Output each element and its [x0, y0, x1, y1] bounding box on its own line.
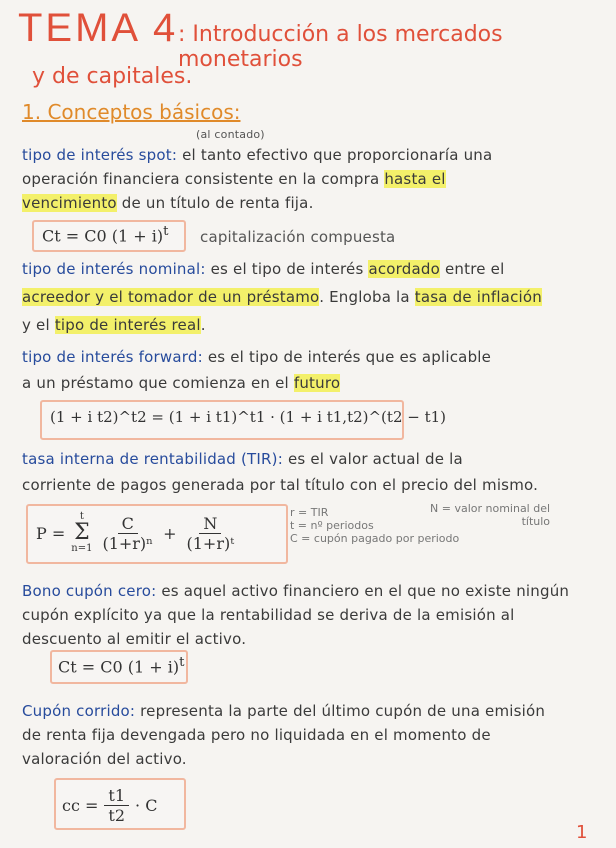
spot-formula-note: capitalización compuesta [200, 228, 396, 246]
spot-term: tipo de interés spot: [22, 146, 178, 164]
zero-line2: cupón explícito ya que la rentabilidad se deriva de la emisión al [22, 606, 515, 624]
accrued-term: Cupón corrido: [22, 702, 136, 720]
highlight: vencimiento [22, 194, 117, 212]
nominal-term: tipo de interés nominal: [22, 260, 206, 278]
zero-line3: descuento al emitir el activo. [22, 630, 247, 648]
nominal-line3: y el tipo de interés real. [22, 316, 206, 334]
zero-formula: Ct = C0 $(1 + i)^t$ [58, 655, 185, 677]
forward-formula: (1 + i t2)^t2 = (1 + i t1)^t1 · (1 + i t1,t2)^(t2 − t1) [50, 408, 447, 426]
highlight: acreedor y el tomador de un préstamo [22, 288, 320, 306]
tir-term: tasa interna de rentabilidad (TIR): [22, 450, 283, 468]
highlight: tipo de interés real [54, 316, 201, 334]
highlight: acordado [368, 260, 441, 278]
forward-line2: a un préstamo que comienza en el futuro [22, 374, 341, 392]
accrued-line3: valoración del activo. [22, 750, 187, 768]
nominal-line2: acreedor y el tomador de un préstamo. Engloba la tasa de inflación [22, 288, 542, 306]
spot-definition: tipo de interés spot: el tanto efectivo que proporcionaría una [22, 146, 493, 164]
section-heading: 1. Conceptos básicos: [22, 100, 241, 124]
tir-line1: tasa interna de rentabilidad (TIR): es el valor actual de la [22, 450, 463, 468]
zero-term: Bono cupón cero: [22, 582, 157, 600]
accrued-line2: de renta fija devengada pero no liquidada en el momento de [22, 726, 491, 744]
highlight: hasta el [384, 170, 446, 188]
highlight: tasa de inflación [414, 288, 542, 306]
spot-note: (al contado) [196, 128, 265, 141]
spot-line3: vencimiento de un título de renta fija. [22, 194, 314, 212]
accrued-line1: Cupón corrido: representa la parte del último cupón de una emisión [22, 702, 546, 720]
tir-legend: r = TIR t = nº periodos C = cupón pagado por periodo [290, 506, 460, 545]
tir-line2: corriente de pagos generada por tal título con el precio del mismo. [22, 476, 539, 494]
highlight: futuro [293, 374, 341, 392]
accrued-formula: cc = $\frac{t1}{t2}$ · C [62, 786, 158, 825]
page-number: 1 [576, 822, 588, 843]
spot-line2: operación financiera consistente en la compra hasta el [22, 170, 446, 188]
chapter-number: TEMA 4 [18, 6, 179, 50]
nominal-line1: tipo de interés nominal: es el tipo de interés acordado entre el [22, 260, 505, 278]
spot-formula: Ct = C0 $(1 + i)^t$ [42, 224, 169, 246]
forward-line1: tipo de interés forward: es el tipo de interés que es aplicable [22, 348, 492, 366]
tir-legend-nominal: N = valor nominal del título [430, 502, 551, 528]
chapter-title-line2: y de capitales. [32, 64, 193, 89]
chapter-title: : Introducción a los mercados monetarios [178, 22, 503, 72]
forward-term: tipo de interés forward: [22, 348, 203, 366]
tir-formula: P = t Σ n=1 $\frac{C}{\text{(1+r)ⁿ}}$ + $\frac{N}{\text{(1+r)ᵗ}}$ [36, 511, 235, 554]
zero-line1: Bono cupón cero: es aquel activo financiero en el que no existe ningún [22, 582, 570, 600]
